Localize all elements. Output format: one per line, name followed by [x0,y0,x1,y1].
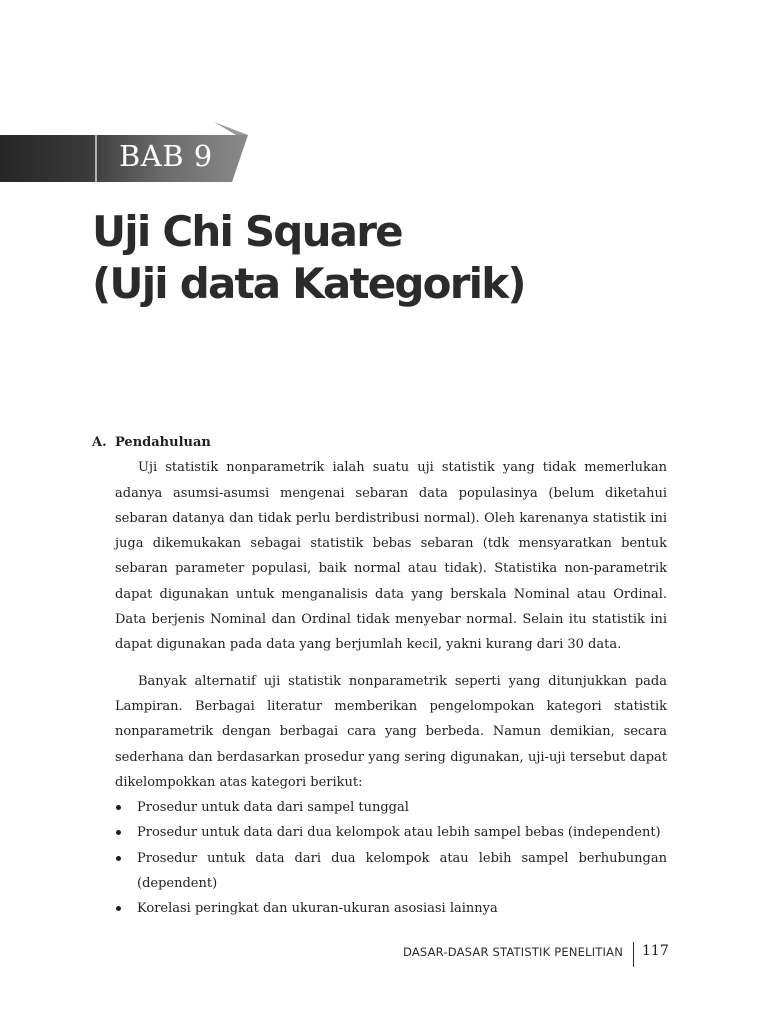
banner-fold [214,122,248,135]
bullet-list [115,795,667,921]
footer-divider [633,942,634,967]
chapter-title [92,206,525,310]
section-number: A. [92,435,107,450]
paragraph: Uji statistik nonparametrik ialah suatu uji statistik yang tidak memerlukan adanya asumsi-asumsi mengenai sebaran data populasinya (belum diketahui sebaran datanya dan tidak perlu berdistribusi normal). Oleh karenanya statistik ini juga dikemukakan sebagai statistik bebas sebaran (tdk mensyaratkan bentuk sebaran parameter populasi, baik normal atau tidak). Statistika non-parametrik dapat digunakan untuk menganalisis data yang berskala Nominal atau Ordinal. Data berjenis Nominal dan Ordinal tidak menyebar normal. Selain itu statistik ini dapat digunakan pada data yang berjumlah kecil, yakni kurang dari 30 data. [115,460,667,653]
page-number: 117 [642,943,669,959]
section-pendahuluan [92,430,667,922]
section-heading [92,430,667,455]
footer-book-title: DASAR-DASAR STATISTIK PENELITIAN [402,945,623,959]
section-heading-text: Pendahuluan [115,435,211,450]
chapter-title-line-1: Uji Chi Square [92,207,402,256]
bullet-item: Korelasi peringkat dan ukuran-ukuran asosiasi lainnya [115,896,667,921]
bullet-item: Prosedur untuk data dari sampel tunggal [115,795,667,820]
chapter-label: BAB 9 [119,139,213,173]
bullet-item: Prosedur untuk data dari dua kelompok atau lebih sampel berhubungan (dependent) [115,846,667,897]
paragraph: Banyak alternatif uji statistik nonparametrik seperti yang ditunjukkan pada Lampiran. Berbagai literatur memberikan pengelompokan kategori statistik nonparametrik dengan berbagai cara yang berbeda. Namun demikian, secara sederhana dan berdasarkan prosedur yang sering digunakan, uji-uji tersebut dapat dikelompokkan atas kategori berikut: [115,673,667,790]
bullet-item: Prosedur untuk data dari dua kelompok atau lebih sampel bebas (independent) [115,820,667,845]
chapter-title-line-2: (Uji data Kategorik) [92,259,525,308]
